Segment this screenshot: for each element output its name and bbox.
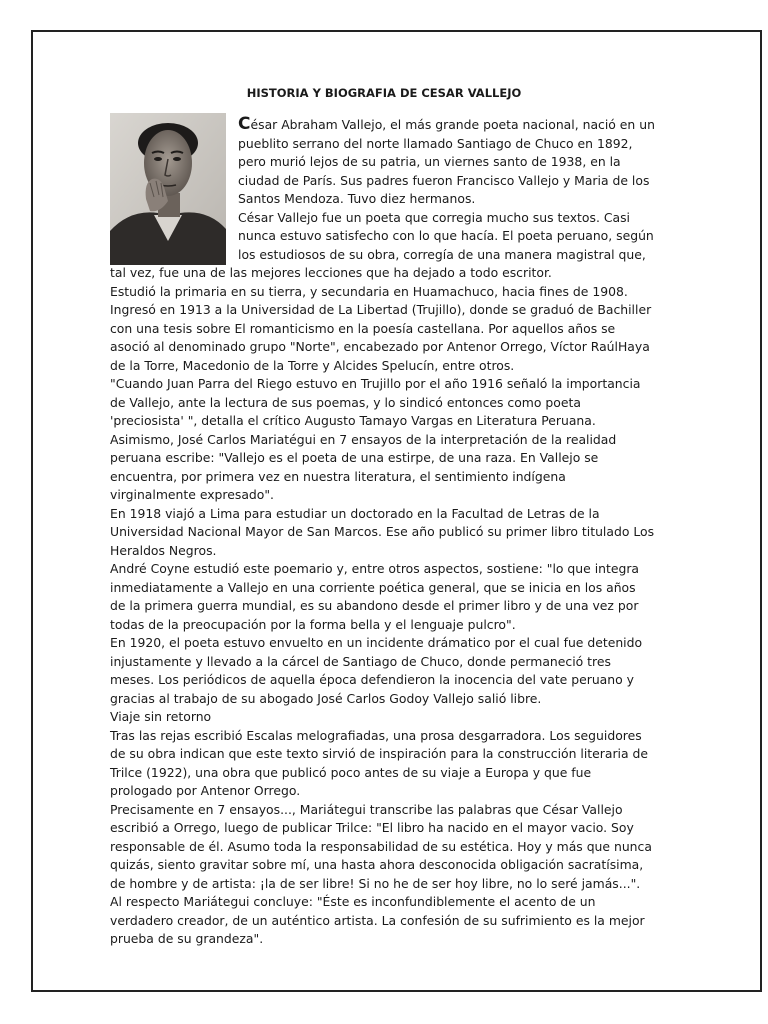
paragraph: En 1920, el poeta estuvo envuelto en un incidente drámatico por el cual fue detenido injustamente y llevado a la cárcel de Santiago de Chuco, donde permaneció tres meses. Los periódicos de aquella época defendieron la inocencia del vate peruano y gracias al trabajo de su abogado José Carlos Godoy Vallejo salió libre. [110,635,643,706]
drop-cap: C [238,114,251,134]
portrait-wrap-space [110,116,238,262]
paragraph: Precisamente en 7 ensayos..., Mariátegui transcribe las palabras que César Vallejo escribió a Orrego, luego de publicar Trilce: "El libro ha nacido en el mayor vacio. Soy responsable de él. Asumo toda la responsabilidad de su estética. Hoy y más que nunca quizás, siento gravitar sobre mí, una hasta ahora desconocida obligación sacratísima, de hombre y de artista: ¡la de ser libre! Si no he de ser hoy libre, no lo seré jamás...". [110,801,652,891]
paragraph: Al respecto Mariátegui concluye: "Éste es inconfundiblemente el acento de un verdadero creador, de un auténtico artista. La confesión de su sufrimiento es la mejor prueba de su grandeza". [110,894,645,946]
paragraph: André Coyne estudió este poemario y, entre otros aspectos, sostiene: "lo que integra inmediatamente a Vallejo en una corriente poética general, que se inicia en los años de la primera guerra mundial, es su abandono desde el primer libro y de una vez por todas de la preocupación por la forma bella y el lenguaje pulcro". [110,561,640,632]
paragraph-intro: César Abraham Vallejo, el más grande poeta nacional, nació en un pueblito serrano del norte llamado Santiago de Chuco en 1892, pero murió lejos de su patria, un viernes santo de 1938, en la ciudad de París. Sus padres fueron Francisco Vallejo y Maria de los Santos Mendoza. Tuvo diez hermanos. [110,116,655,209]
paragraph: Tras las rejas escribió Escalas melografiadas, una prosa desgarradora. Los seguidores de su obra indican que este texto sirvió de inspiración para la construcción literaria de Trilce (1922), una obra que publicó poco antes de su viaje a Europa y que fue prologado por Antenor Orrego. [110,727,649,798]
body-text [110,116,655,949]
document-title: HISTORIA Y BIOGRAFIA DE CESAR VALLEJO [246,86,522,100]
paragraph: César Vallejo fue un poeta que corregia mucho sus textos. Casi nunca estuvo satisfecho con lo que hacía. El poeta peruano, según los estudiosos de su obra, corregía de una manera magistral que, tal vez, fue una de las mejores lecciones que ha dejado a todo escritor. [110,209,654,280]
paragraph: En 1918 viajó a Lima para estudiar un doctorado en la Facultad de Letras de la Universidad Nacional Mayor de San Marcos. Ese año publicó su primer libro titulado Los Heraldos Negros. [110,505,655,558]
section-heading: Viaje sin retorno [110,709,212,724]
paragraph: Asimismo, José Carlos Mariatégui en 7 ensayos de la interpretación de la realidad peruana escribe: "Vallejo es el poeta de una estirpe, de una raza. En Vallejo se encuentra, por primera vez en nuestra literatura, el sentimiento indígena virginalmente expresado". [110,431,617,502]
paragraph: "Cuando Juan Parra del Riego estuvo en Trujillo por el año 1916 señaló la importancia de Vallejo, ante la lectura de sus poemas, y lo sindicó entonces como poeta 'preciosista' ", detalla el crítico Augusto Tamayo Vargas en Literatura Peruana. [110,376,641,428]
paragraph: Estudió la primaria en su tierra, y secundaria en Huamachuco, hacia fines de 1908. Ingresó en 1913 a la Universidad de La Libertad (Trujillo), donde se graduó de Bachiller con una tesis sobre El romanticismo en la poesía castellana. Por aquellos años se asoció al denominado grupo "Norte", encabezado por Antenor Orrego, Víctor RaúlHaya de la Torre, Macedonio de la Torre y Alcides Spelucín, entre otros. [110,283,652,373]
